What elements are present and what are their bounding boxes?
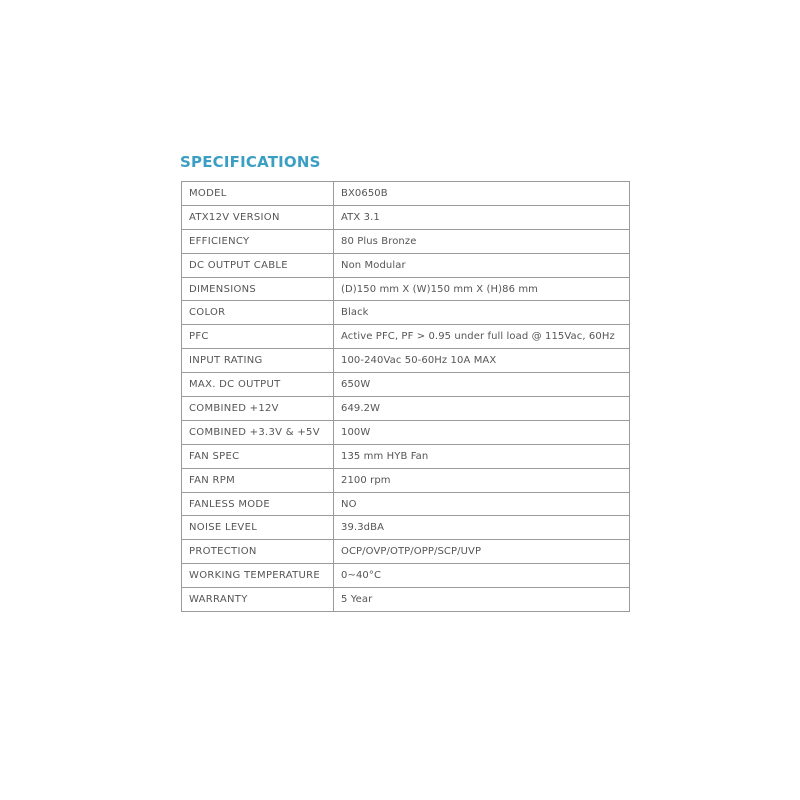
- table-row: [182, 397, 630, 421]
- spec-value: 649.2W: [334, 397, 630, 421]
- spec-value: 2100 rpm: [334, 468, 630, 492]
- spec-value: Active PFC, PF > 0.95 under full load @ 115Vac, 60Hz: [334, 325, 630, 349]
- spec-label: COMBINED +3.3V & +5V: [182, 420, 334, 444]
- spec-label: COMBINED +12V: [182, 397, 334, 421]
- table-row: [182, 468, 630, 492]
- spec-label: DC OUTPUT CABLE: [182, 253, 334, 277]
- specifications-table: [181, 181, 630, 612]
- spec-value: 39.3dBA: [334, 516, 630, 540]
- spec-value: 0~40°C: [334, 564, 630, 588]
- table-row: [182, 588, 630, 612]
- spec-value: Black: [334, 301, 630, 325]
- spec-value: ATX 3.1: [334, 205, 630, 229]
- table-row: [182, 325, 630, 349]
- spec-label: ATX12V VERSION: [182, 205, 334, 229]
- spec-label: FANLESS MODE: [182, 492, 334, 516]
- spec-value: OCP/OVP/OTP/OPP/SCP/UVP: [334, 540, 630, 564]
- table-row: [182, 373, 630, 397]
- table-row: [182, 540, 630, 564]
- spec-value: 135 mm HYB Fan: [334, 444, 630, 468]
- table-row: [182, 420, 630, 444]
- spec-label: MODEL: [182, 182, 334, 206]
- spec-label: COLOR: [182, 301, 334, 325]
- spec-value: 650W: [334, 373, 630, 397]
- spec-value: 100-240Vac 50-60Hz 10A MAX: [334, 349, 630, 373]
- spec-value: 5 Year: [334, 588, 630, 612]
- table-row: [182, 182, 630, 206]
- spec-value: BX0650B: [334, 182, 630, 206]
- spec-label: DIMENSIONS: [182, 277, 334, 301]
- table-row: [182, 564, 630, 588]
- spec-value: 80 Plus Bronze: [334, 229, 630, 253]
- table-row: [182, 205, 630, 229]
- spec-label: FAN RPM: [182, 468, 334, 492]
- table-row: [182, 492, 630, 516]
- spec-value: (D)150 mm X (W)150 mm X (H)86 mm: [334, 277, 630, 301]
- spec-value: Non Modular: [334, 253, 630, 277]
- spec-value: 100W: [334, 420, 630, 444]
- table-row: [182, 277, 630, 301]
- spec-label: WORKING TEMPERATURE: [182, 564, 334, 588]
- table-row: [182, 253, 630, 277]
- spec-label: INPUT RATING: [182, 349, 334, 373]
- spec-label: FAN SPEC: [182, 444, 334, 468]
- table-row: [182, 349, 630, 373]
- spec-label: PROTECTION: [182, 540, 334, 564]
- spec-label: EFFICIENCY: [182, 229, 334, 253]
- spec-label: MAX. DC OUTPUT: [182, 373, 334, 397]
- spec-label: PFC: [182, 325, 334, 349]
- spec-label: WARRANTY: [182, 588, 334, 612]
- specifications-heading: SPECIFICATIONS: [180, 153, 321, 171]
- spec-value: NO: [334, 492, 630, 516]
- table-row: [182, 301, 630, 325]
- table-row: [182, 229, 630, 253]
- table-row: [182, 516, 630, 540]
- table-row: [182, 444, 630, 468]
- spec-label: NOISE LEVEL: [182, 516, 334, 540]
